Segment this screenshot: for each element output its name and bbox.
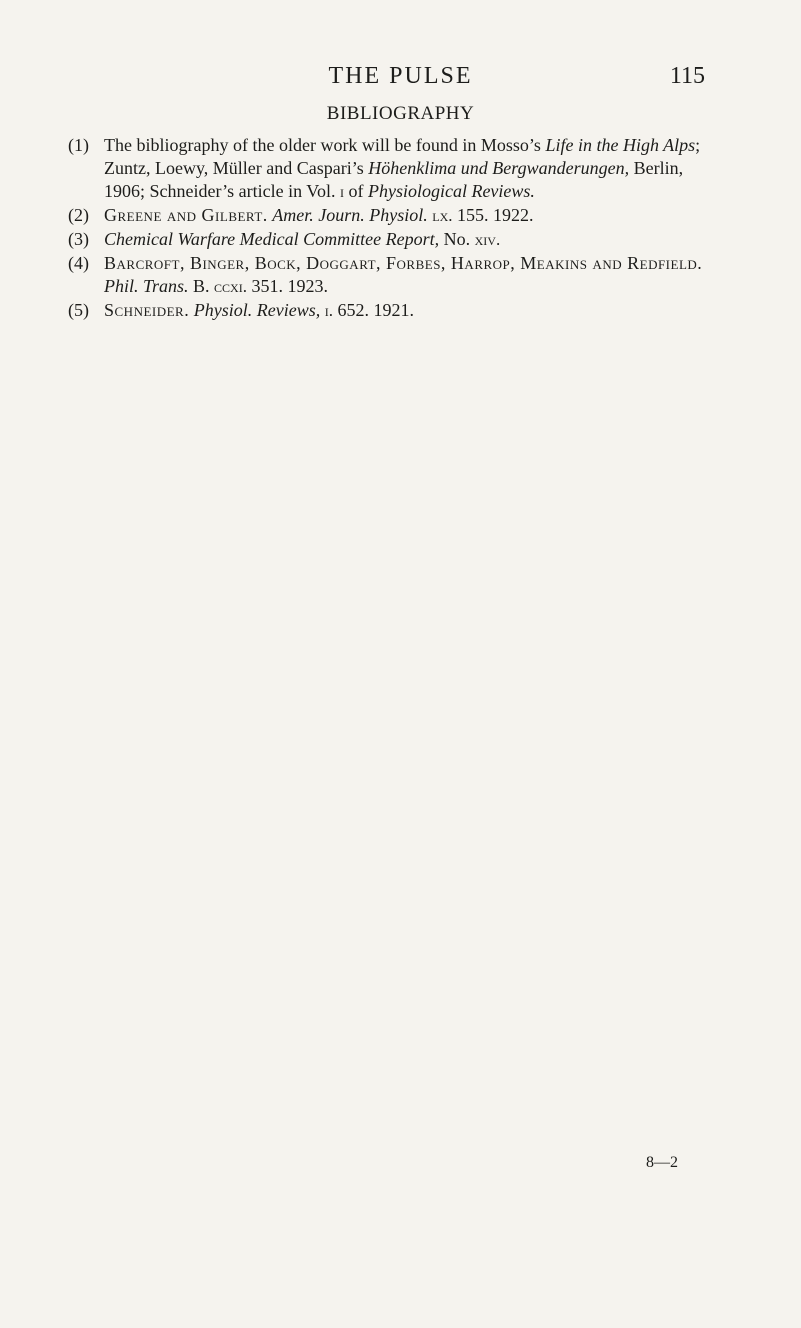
journal-title: Physiological Reviews.	[367, 181, 535, 201]
bibliography-entry	[68, 228, 728, 251]
entry-text: ; Zuntz, Loewy, Müller and Caspari’s	[104, 135, 701, 178]
entry-number: (4)	[68, 253, 89, 273]
printer-signature-mark: 8—2	[646, 1154, 678, 1171]
bibliography-list	[68, 134, 728, 323]
journal-title: Physiol. Reviews,	[193, 300, 321, 320]
bibliography-entry	[68, 204, 728, 227]
entry-text: No.	[439, 229, 475, 249]
bibliography-entry	[68, 252, 728, 298]
entry-text: 351. 1923.	[247, 276, 328, 296]
author-names: Greene and Gilbert.	[104, 205, 268, 225]
journal-title: Phil. Trans.	[104, 276, 189, 296]
section-heading: BIBLIOGRAPHY	[326, 103, 475, 124]
entry-text: B.	[188, 276, 215, 296]
entry-text: of	[343, 181, 368, 201]
page-number: 115	[669, 63, 705, 89]
bibliography-entry	[68, 134, 728, 203]
entry-text: Berlin, 1906; Schneider’s article in Vol.	[104, 158, 684, 201]
entry-number: (5)	[68, 300, 89, 320]
volume-numeral: ccxi.	[214, 277, 247, 296]
entry-text: 652. 1921.	[332, 300, 414, 320]
report-title: Chemical Warfare Medical Committee Report,	[104, 229, 440, 249]
volume-numeral: i	[339, 182, 344, 201]
entry-text: 155. 1922.	[452, 205, 534, 225]
journal-title: Amer. Journ. Physiol.	[272, 205, 428, 225]
author-names: Barcroft, Binger, Bock, Doggart, Forbes, Harrop, Meakins and Redfield.	[104, 253, 703, 273]
author-names: Schneider.	[104, 300, 190, 320]
volume-numeral: i.	[324, 301, 333, 320]
running-header-title: THE PULSE	[328, 63, 473, 89]
bibliography-entry	[68, 299, 728, 322]
volume-numeral: lx.	[432, 206, 453, 225]
entry-number: (3)	[68, 229, 89, 249]
book-title: Höhenklima und Bergwanderungen,	[368, 158, 630, 178]
volume-numeral: xiv.	[474, 230, 501, 249]
entry-number: (1)	[68, 135, 89, 155]
entry-text: The bibliography of the older work will be found in Mosso’s	[104, 135, 546, 155]
entry-number: (2)	[68, 205, 89, 225]
book-title: Life in the High Alps	[545, 135, 696, 155]
